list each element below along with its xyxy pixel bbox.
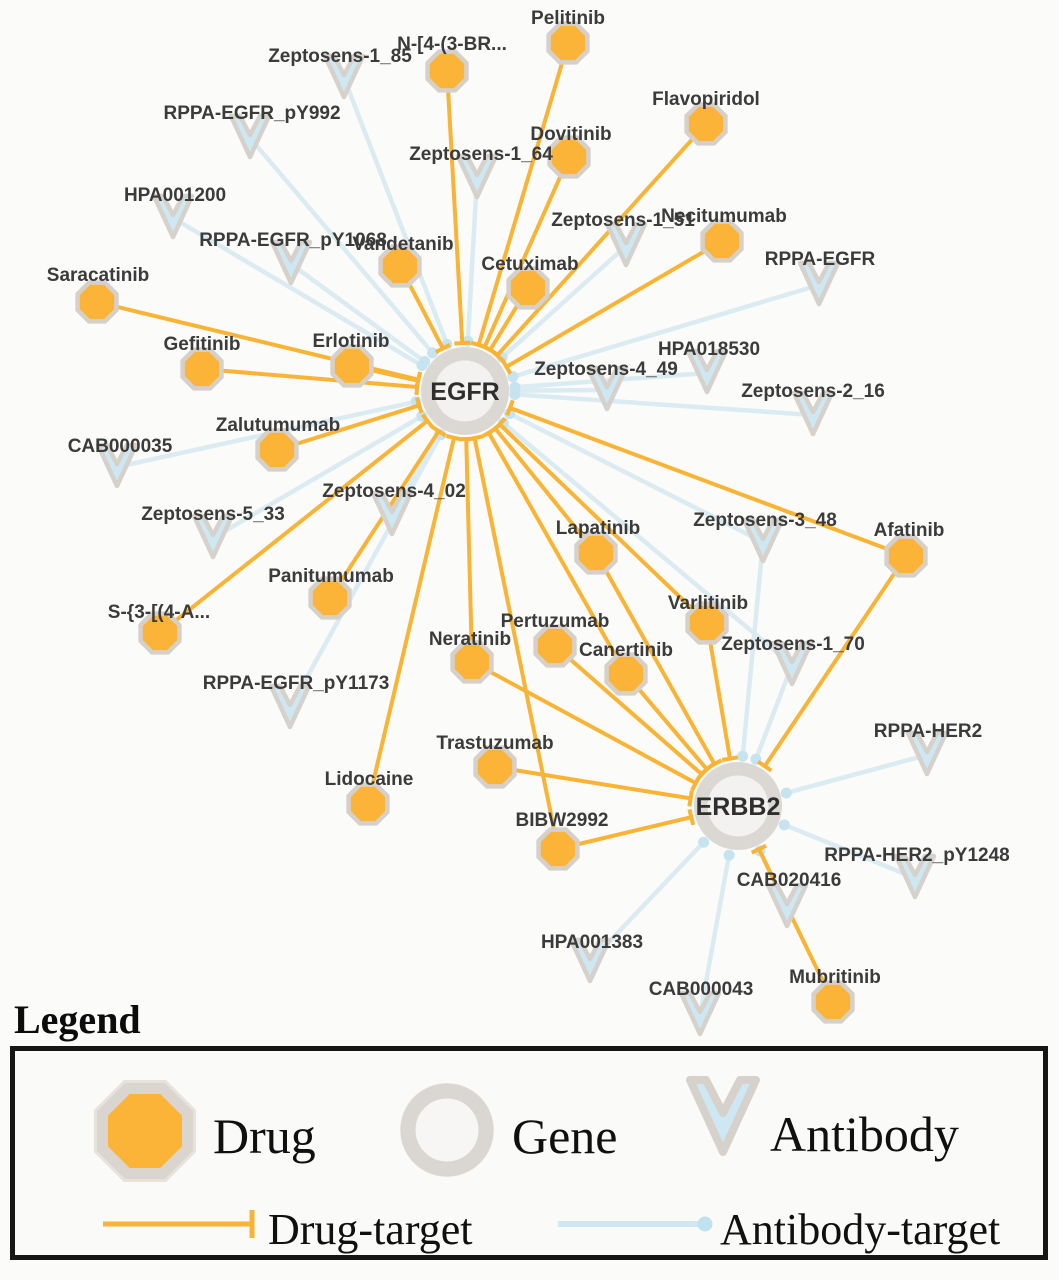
legend-label-drug: Drug xyxy=(213,1108,316,1164)
node-label: Lidocaine xyxy=(324,769,414,790)
node-label: BIBW2992 xyxy=(515,810,609,831)
node-label: S-{3-[(4-A... xyxy=(107,602,211,623)
node-label: Varlitinib xyxy=(667,593,749,614)
gene-label: EGFR xyxy=(430,377,500,406)
node-label: Lapatinib xyxy=(555,518,641,539)
edge-source-dot xyxy=(737,751,748,762)
node-label: CAB000035 xyxy=(67,436,173,457)
edge-tee xyxy=(689,809,693,825)
drug-node-Pelitinib[interactable] xyxy=(549,24,588,63)
node-label: Zalutumumab xyxy=(215,415,341,436)
drug-node-Zalutumumab[interactable] xyxy=(258,431,297,470)
antibody-target-edge xyxy=(515,390,607,391)
node-label: RPPA-HER2_pY1248 xyxy=(824,845,1010,866)
node-label: CAB000043 xyxy=(648,979,754,1000)
node-label: RPPA-EGFR xyxy=(764,249,876,270)
edge-tee xyxy=(416,373,419,389)
node-label: RPPA-EGFR_pY992 xyxy=(163,103,341,124)
node-label: Necitumumab xyxy=(661,206,787,227)
node-label: HPA001200 xyxy=(123,185,227,206)
node-label: Pertuzumab xyxy=(500,611,610,632)
node-label: HPA018530 xyxy=(657,339,761,360)
edge-source-dot xyxy=(724,850,735,861)
drug-legend-icon xyxy=(88,1074,202,1188)
node-label: RPPA-HER2 xyxy=(873,721,983,742)
legend-label-antibody-target: Antibody-target xyxy=(720,1205,1001,1254)
node-label: Zeptosens-3_48 xyxy=(693,510,837,531)
edge-source-dot xyxy=(509,389,520,400)
gene-legend-icon xyxy=(397,1080,497,1180)
drug-target-edge-sample xyxy=(100,1206,275,1242)
node-label: Zeptosens-4_49 xyxy=(534,359,678,380)
antibody-target-edge xyxy=(468,178,477,341)
node-label: Zeptosens-1_85 xyxy=(268,46,412,67)
drug-node-Mubritinib[interactable] xyxy=(814,983,853,1022)
node-label: HPA001383 xyxy=(540,932,644,953)
node-label: Saracatinib xyxy=(46,265,150,286)
node-label: Mubritinib xyxy=(789,967,881,988)
drug-target-edge xyxy=(447,71,462,343)
drug-node-BIBW2992[interactable] xyxy=(539,830,578,869)
antibody-target-edge xyxy=(344,78,447,344)
drug-node-Necitumumab[interactable] xyxy=(703,222,742,261)
node-label: Erlotinib xyxy=(312,331,390,352)
legend-label-antibody: Antibody xyxy=(770,1106,959,1162)
edge-source-dot xyxy=(781,787,792,798)
node-label: Flavopiridol xyxy=(652,89,760,110)
node-label: Zeptosens-4_02 xyxy=(322,481,466,502)
node-label: Zeptosens-2_16 xyxy=(741,381,885,402)
node-label: RPPA-EGFR_pY1068 xyxy=(199,230,387,251)
antibody-target-edge xyxy=(756,665,792,759)
edge-tee xyxy=(689,790,692,806)
edge-source-dot xyxy=(779,819,790,830)
node-label: Zeptosens-1_70 xyxy=(721,634,865,655)
gene-node-ERBB2[interactable] xyxy=(694,762,782,850)
gene-node-EGFR[interactable] xyxy=(421,347,509,435)
drug-node-Pertuzumab[interactable] xyxy=(536,627,575,666)
antibody-target-edge-sample xyxy=(555,1206,725,1242)
legend-label-gene: Gene xyxy=(512,1108,618,1164)
drug-target-edge xyxy=(495,767,691,798)
drug-node-Gefitinib[interactable] xyxy=(183,350,222,389)
antibody-node-CAB020416[interactable] xyxy=(768,885,806,926)
node-label: Cetuximab xyxy=(481,254,579,275)
node-label: Trastuzumab xyxy=(436,733,554,754)
node-label: CAB020416 xyxy=(736,870,842,891)
drug-node-Lidocaine[interactable] xyxy=(349,785,388,824)
legend-label-drug-target: Drug-target xyxy=(268,1205,473,1254)
drug-node-Flavopiridol[interactable] xyxy=(687,105,726,144)
drug-node-Saracatinib[interactable] xyxy=(78,283,117,322)
drug-node-Afatinib[interactable] xyxy=(887,537,926,576)
gene-label: ERBB2 xyxy=(695,792,781,821)
antibody-legend-icon xyxy=(675,1067,771,1183)
drug-node-Lapatinib[interactable] xyxy=(577,534,616,573)
node-label: Dovitinib xyxy=(530,124,612,145)
node-label: Pelitinib xyxy=(531,8,605,29)
node-label: Vandetanib xyxy=(352,234,454,255)
drug-node-Erlotinib[interactable] xyxy=(333,347,372,386)
node-label: N-[4-(3-BR... xyxy=(397,34,507,55)
node-label: Afatinib xyxy=(873,520,945,541)
node-label: Canertinib xyxy=(579,640,673,661)
node-label: Zeptosens-1_64 xyxy=(409,144,553,165)
edge-tee xyxy=(722,757,738,760)
legend-title: Legend xyxy=(14,997,141,1042)
legend-box xyxy=(10,1046,1048,1260)
drug-node-N-[4-(3-BR...[interactable] xyxy=(428,52,467,91)
node-label: Gefitinib xyxy=(163,334,241,355)
edge-source-dot xyxy=(698,837,709,848)
antibody-target-edge xyxy=(786,755,927,793)
node-label: Panitumumab xyxy=(268,566,394,587)
node-label: RPPA-EGFR_pY1173 xyxy=(202,673,390,694)
node-label: Zeptosens-1_51 xyxy=(551,210,695,231)
node-label: Neratinib xyxy=(428,629,512,650)
edge-source-dot xyxy=(419,356,430,367)
node-label: Zeptosens-5_33 xyxy=(141,504,285,525)
edge-tee xyxy=(454,343,470,344)
